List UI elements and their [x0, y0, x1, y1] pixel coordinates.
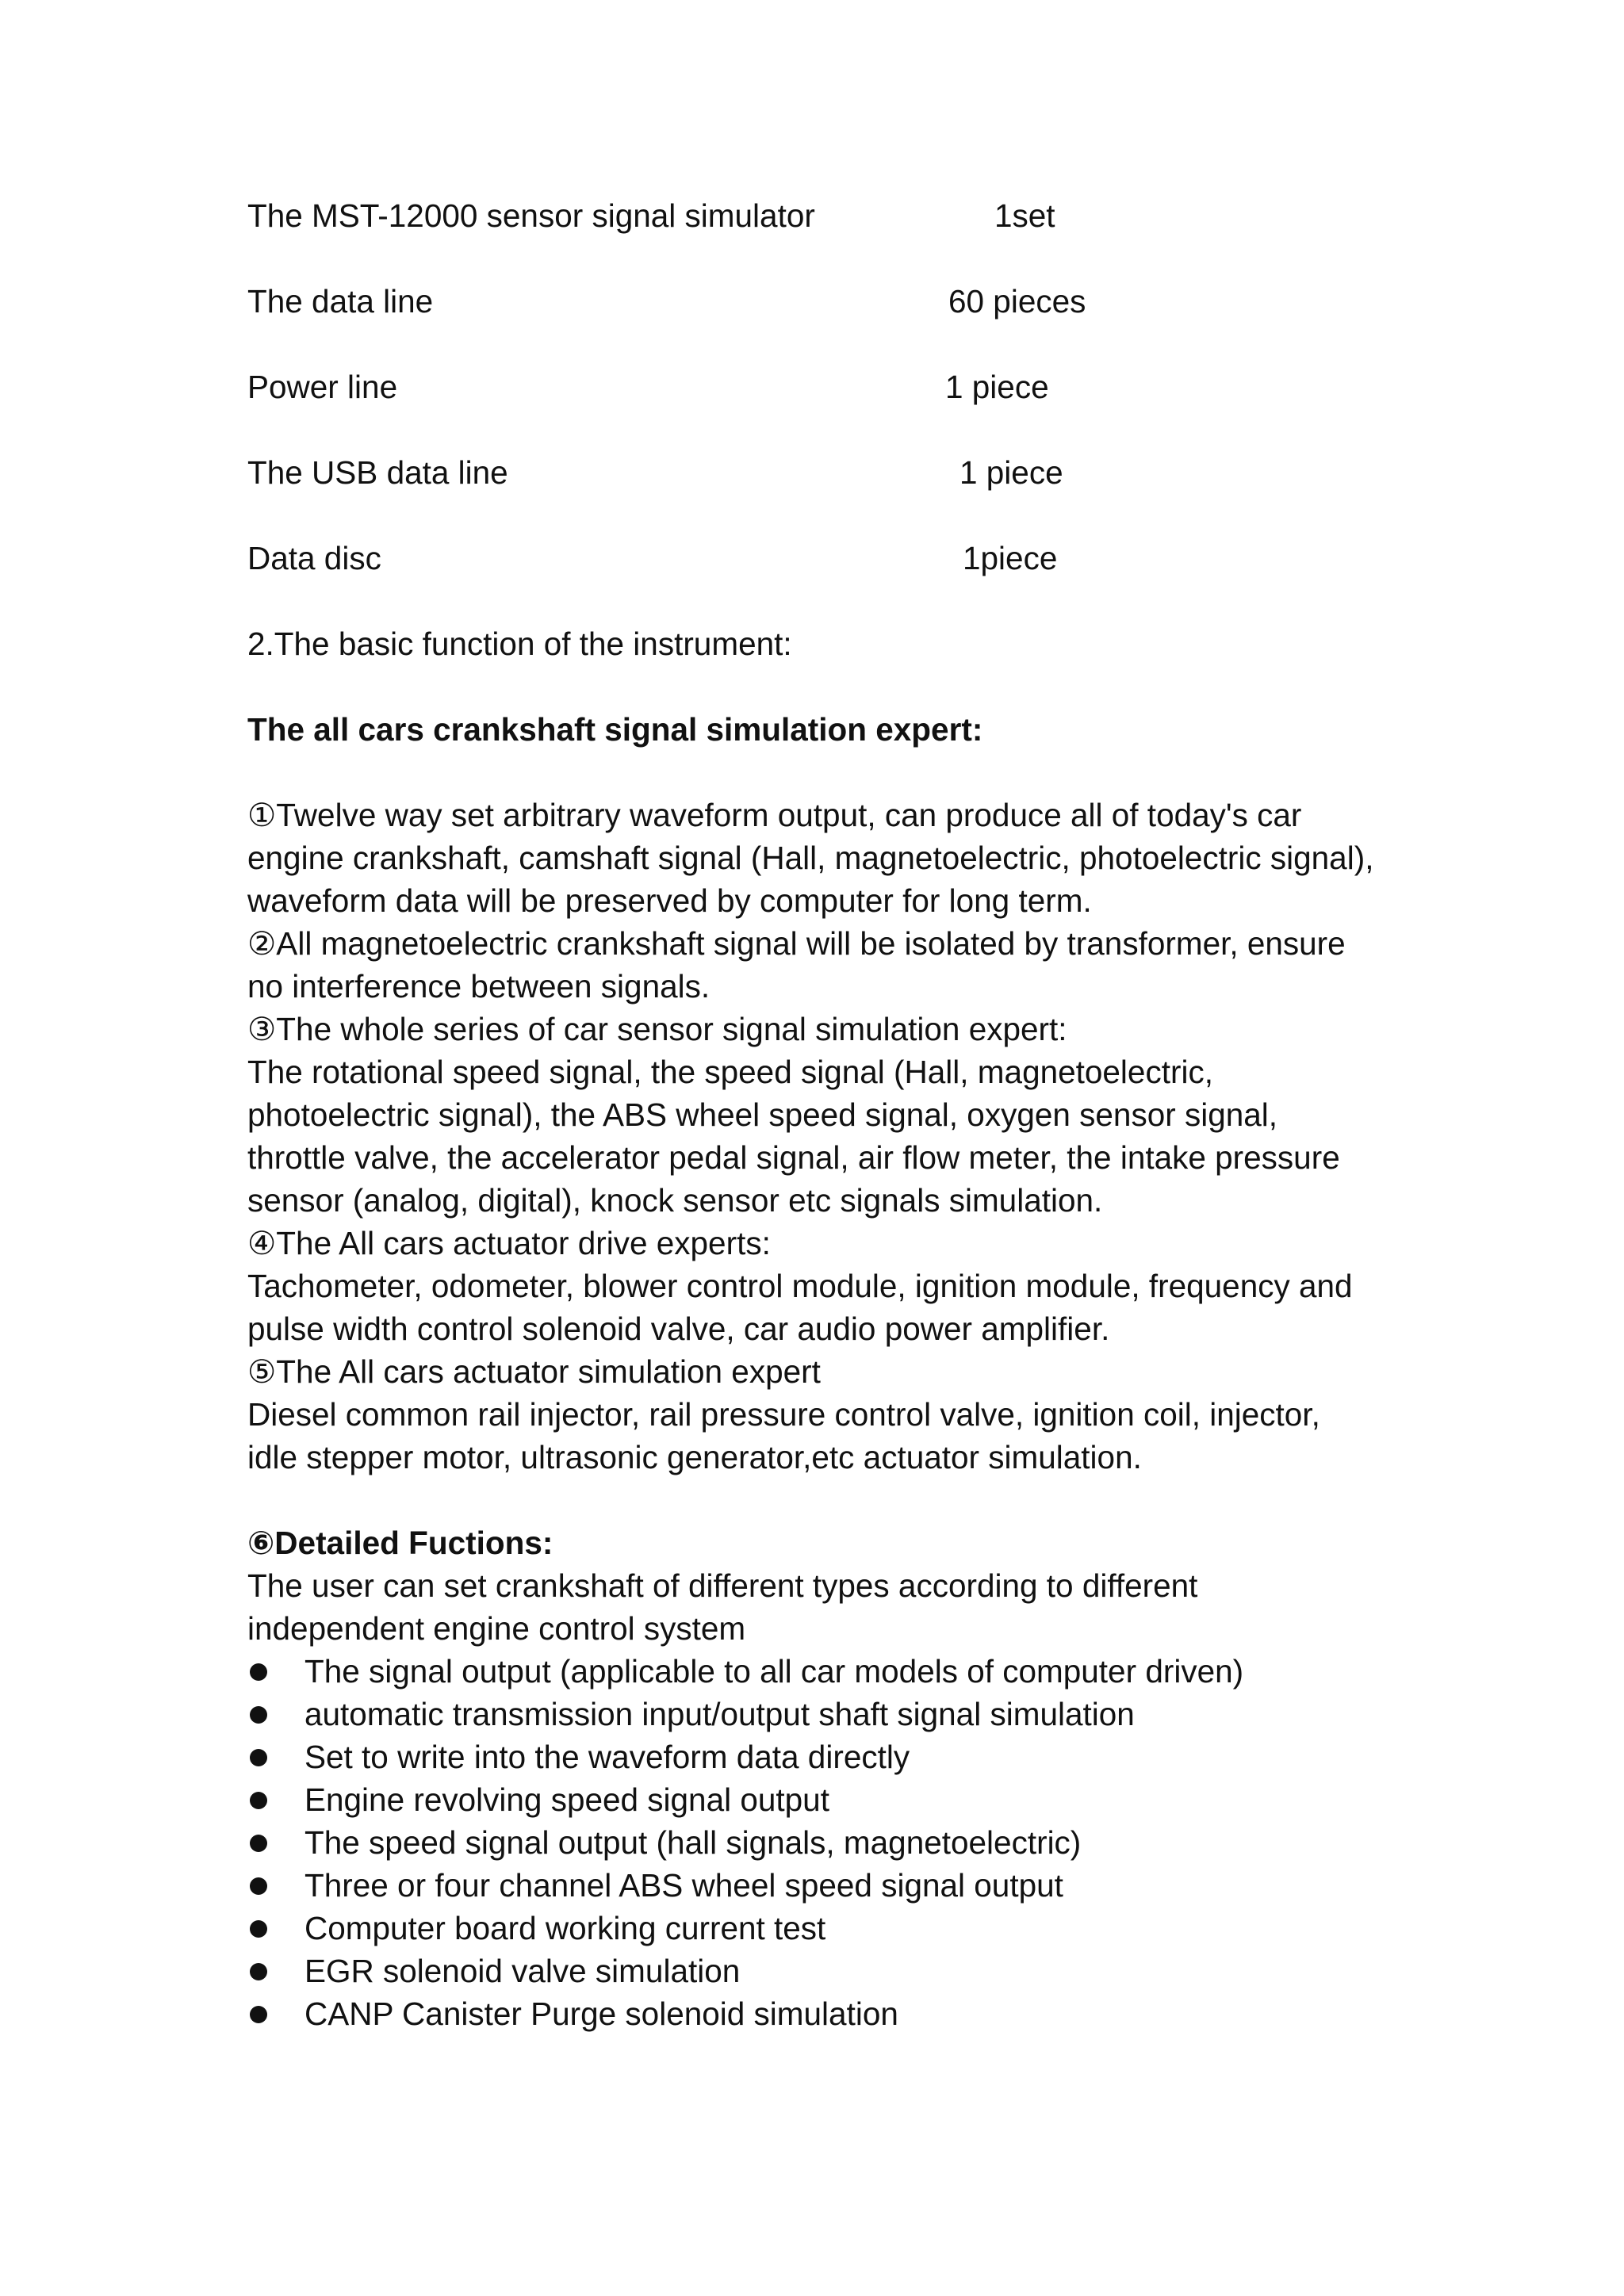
function-paragraph: ④The All cars actuator drive experts: — [247, 1225, 771, 1261]
function-paragraph: Diesel common rail injector, rail pressure control valve, ignition coil, injector, idle stepper motor, ultrasonic generator,etc actuator simulation. — [247, 1396, 1320, 1475]
item-quantity: 1 piece — [945, 369, 1049, 405]
packing-list-row — [247, 365, 1421, 408]
item-quantity: 1set — [994, 197, 1055, 234]
bullet-icon — [250, 1792, 267, 1809]
item-name: The MST-12000 sensor signal simulator — [247, 197, 815, 234]
item-quantity: 60 pieces — [948, 283, 1086, 320]
item-quantity: 1 piece — [959, 454, 1063, 491]
item-name: The USB data line — [247, 454, 508, 491]
bullet-icon — [250, 1663, 267, 1681]
list-item — [247, 1821, 1421, 1864]
list-item-text: The signal output (applicable to all car models of computer driven) — [304, 1653, 1244, 1689]
item-quantity: 1piece — [963, 540, 1058, 576]
function-paragraph: ⑤The All cars actuator simulation expert — [247, 1353, 821, 1390]
list-item — [247, 1864, 1421, 1907]
item-name: The data line — [247, 283, 434, 320]
bullet-icon — [250, 1963, 267, 1980]
function-paragraph: ③The whole series of car sensor signal simulation expert: — [247, 1011, 1067, 1047]
detailed-functions — [247, 1521, 1421, 2035]
function-paragraph: ②All magnetoelectric crankshaft signal will be isolated by transformer, ensure no interference between signals. — [247, 925, 1346, 1004]
detailed-functions-heading: ⑥Detailed Fuctions: — [247, 1525, 553, 1561]
function-paragraph: Tachometer, odometer, blower control module, ignition module, frequency and pulse width control solenoid valve, car audio power amplifier. — [247, 1268, 1353, 1347]
bullet-icon — [250, 2006, 267, 2023]
packing-list — [247, 194, 1421, 580]
bullet-icon — [250, 1920, 267, 1938]
list-item — [247, 1693, 1421, 1735]
list-item-text: The speed signal output (hall signals, magnetoelectric) — [304, 1824, 1082, 1861]
list-item — [247, 1950, 1421, 1992]
item-name: Data disc — [247, 540, 381, 576]
list-item-text: Computer board working current test — [304, 1910, 826, 1946]
packing-list-row — [247, 194, 1421, 237]
packing-list-row — [247, 280, 1421, 323]
packing-list-row — [247, 451, 1421, 494]
list-item-text: CANP Canister Purge solenoid simulation — [304, 1996, 898, 2032]
list-item-text: Three or four channel ABS wheel speed signal output — [304, 1867, 1063, 1904]
list-item-text: Engine revolving speed signal output — [304, 1781, 829, 1818]
function-paragraph: The rotational speed signal, the speed signal (Hall, magnetoelectric, photoelectric signal), the ABS wheel speed signal, oxygen sensor signal, throttle valve, the accelerator pedal signal, air flow meter, the intake pressure sensor (analog, digital), knock sensor etc signals simulation. — [247, 1054, 1340, 1219]
document-body — [247, 194, 1421, 2035]
list-item-text: automatic transmission input/output shaft signal simulation — [304, 1696, 1135, 1732]
bullet-icon — [250, 1749, 267, 1766]
section-subheading: The all cars crankshaft signal simulation expert: — [247, 711, 983, 748]
bullet-icon — [250, 1835, 267, 1852]
list-item-text: EGR solenoid valve simulation — [304, 1953, 741, 1989]
function-list — [247, 794, 1421, 1479]
list-item — [247, 1735, 1421, 1778]
bullet-icon — [250, 1877, 267, 1895]
bullet-list — [247, 1650, 1421, 2035]
list-item — [247, 1907, 1421, 1950]
bullet-icon — [250, 1706, 267, 1724]
list-item — [247, 1650, 1421, 1693]
packing-list-row — [247, 537, 1421, 580]
detailed-functions-intro: The user can set crankshaft of different types according to different independent engine control system — [247, 1567, 1198, 1647]
list-item — [247, 1992, 1421, 2035]
list-item-text: Set to write into the waveform data directly — [304, 1739, 910, 1775]
item-name: Power line — [247, 369, 398, 405]
function-paragraph: ①Twelve way set arbitrary waveform output, can produce all of today's car engine crankshaft, camshaft signal (Hall, magnetoelectric, photoelectric signal), waveform data will be preserved by computer for long term. — [247, 797, 1374, 919]
section-heading: 2.The basic function of the instrument: — [247, 626, 792, 662]
list-item — [247, 1778, 1421, 1821]
